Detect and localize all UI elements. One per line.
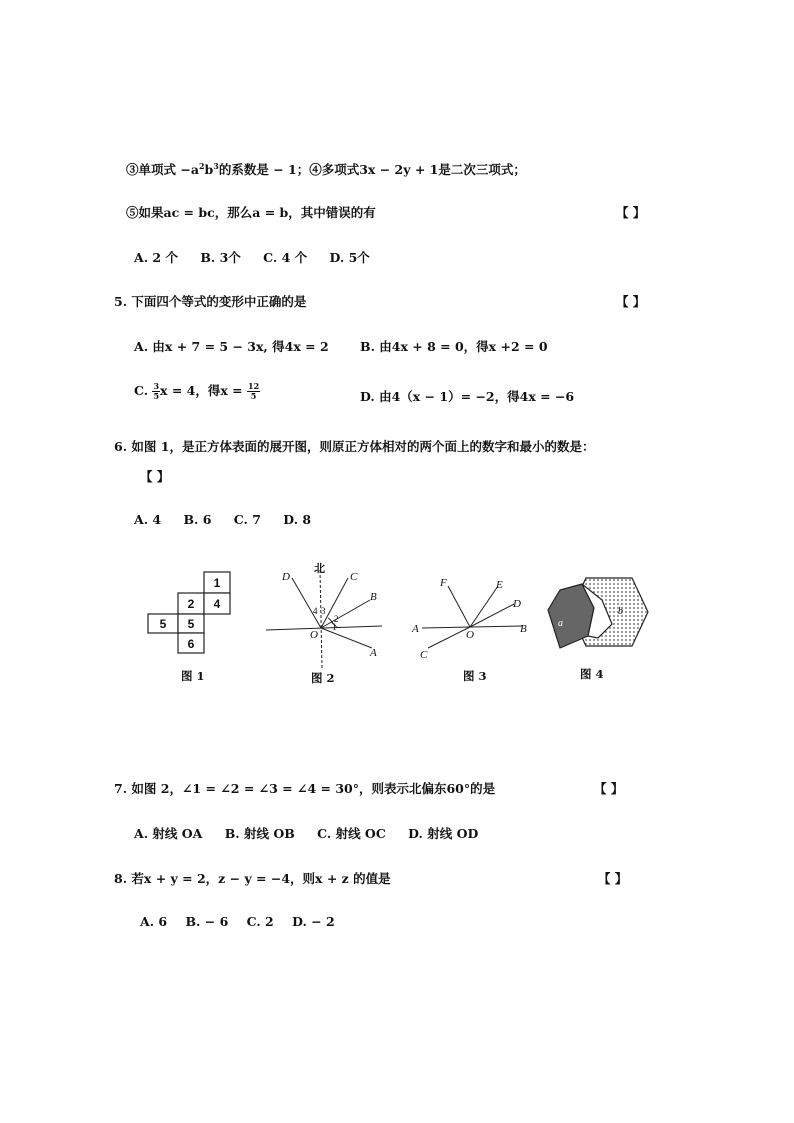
q7-option-d: D. 射线 OD <box>408 826 479 841</box>
label-c: C <box>350 571 358 583</box>
q8-option-c: C. 2 <box>246 914 274 929</box>
net-cell-1: 1 <box>213 576 221 590</box>
q8-option-b: B. − 6 <box>185 914 229 929</box>
label-b: B <box>370 591 377 603</box>
fraction: $\frac{3}{5}$ <box>153 381 160 401</box>
q6-option-d: D. 8 <box>283 512 312 527</box>
q6-option-c: C. 7 <box>233 512 261 527</box>
label-a: A <box>412 623 419 635</box>
label-angle-4: 4 <box>313 606 318 616</box>
net-cell-4: 4 <box>213 597 221 611</box>
q7-options <box>134 824 496 842</box>
question-5: 5. 下面四个等式的变形中正确的是 <box>114 294 307 309</box>
label-north: 北 <box>314 563 325 575</box>
exponent: 2 <box>198 160 205 171</box>
label-e: E <box>496 579 503 591</box>
figure-1-caption: 图 1 <box>181 669 205 683</box>
exponent: 3 <box>213 160 219 171</box>
q6-option-b: B. 6 <box>183 512 212 527</box>
q5-option-c <box>134 381 260 401</box>
label-b: b <box>618 606 623 617</box>
net-cell-5b: 5 <box>187 617 195 631</box>
answer-bracket: 【 】 <box>616 205 646 220</box>
q5-option-b: B. 由4x + 8 = 0，得x +2 = 0 <box>360 339 548 354</box>
statement-3-part-b: b <box>204 162 214 177</box>
fraction: $\frac{12}{5}$ <box>248 381 260 401</box>
label-d: D <box>282 571 290 583</box>
answer-bracket: 【 】 <box>616 294 646 309</box>
q8-option-a: A. 6 <box>140 914 168 929</box>
q8-options <box>140 914 353 929</box>
q7-option-b: B. 射线 OB <box>224 826 295 841</box>
q8-option-d: D. − 2 <box>292 914 335 929</box>
statement-5: ⑤如果ac = bc，那么a = b，其中错误的有 <box>126 205 376 220</box>
statement-3-part-a: ③单项式 −a <box>126 162 199 177</box>
q4-option-a: A. 2 个 <box>134 250 178 265</box>
question-8: 8. 若x + y = 2，z − y = −4，则x + z 的值是 <box>114 871 391 886</box>
label-c: C <box>420 649 428 661</box>
question-6: 6. 如图 1，是正方体表面的展开图，则原正方体相对的两个面上的数字和最小的数是： <box>114 439 595 454</box>
label-d: D <box>513 598 521 610</box>
q6-option-a: A. 4 <box>134 512 162 527</box>
figure-2-rays <box>264 560 386 672</box>
label-a: a <box>558 618 563 629</box>
q5-option-c-mid: x = 4，得x = <box>160 383 243 398</box>
figure-4-caption: 图 4 <box>580 667 604 681</box>
answer-bracket: 【 】 <box>140 469 170 484</box>
q4-option-c: C. 4 个 <box>263 250 308 265</box>
q7-option-a: A. 射线 OA <box>134 826 203 841</box>
q6-options <box>134 512 329 527</box>
figure-2-caption: 图 2 <box>311 671 335 685</box>
q5-option-a: A. 由x + 7 = 5 − 3x, 得4x = 2 <box>134 339 329 354</box>
label-o: O <box>310 629 318 641</box>
net-cell-5a: 5 <box>159 617 167 631</box>
label-angle-3: 3 <box>321 606 326 616</box>
label-angle-2: 2 <box>334 614 339 624</box>
figure-3-caption: 图 3 <box>463 669 487 683</box>
q4-option-b: B. 3个 <box>200 250 241 265</box>
label-angle-1: 1 <box>332 622 337 632</box>
net-cell-2: 2 <box>187 597 195 611</box>
figure-3-rays <box>408 572 534 662</box>
figure-1-cube-net <box>140 566 240 662</box>
figure-4-hexagons <box>540 570 652 658</box>
q4-option-d: D. 5个 <box>329 250 370 265</box>
answer-bracket: 【 】 <box>598 871 628 886</box>
label-a: A <box>370 647 377 659</box>
statement-3-4 <box>126 160 526 178</box>
net-cell-6: 6 <box>187 637 195 651</box>
statement-3-part-c: 的系数是 − 1；④多项式3x − 2y + 1是二次三项式； <box>218 162 526 177</box>
label-f: F <box>440 577 447 589</box>
q7-option-c: C. 射线 OC <box>317 826 386 841</box>
question-7: 7. 如图 2，∠1 = ∠2 = ∠3 = ∠4 = 30°，则表示北偏东60°的是 <box>114 781 496 796</box>
label-o: O <box>466 629 474 641</box>
q5-option-d: D. 由4（x − 1）= −2，得4x = −6 <box>360 389 575 404</box>
label-b: B <box>520 623 527 635</box>
q5-option-c-label: C. <box>134 383 149 398</box>
answer-bracket: 【 】 <box>594 781 624 796</box>
q4-options <box>134 248 388 266</box>
